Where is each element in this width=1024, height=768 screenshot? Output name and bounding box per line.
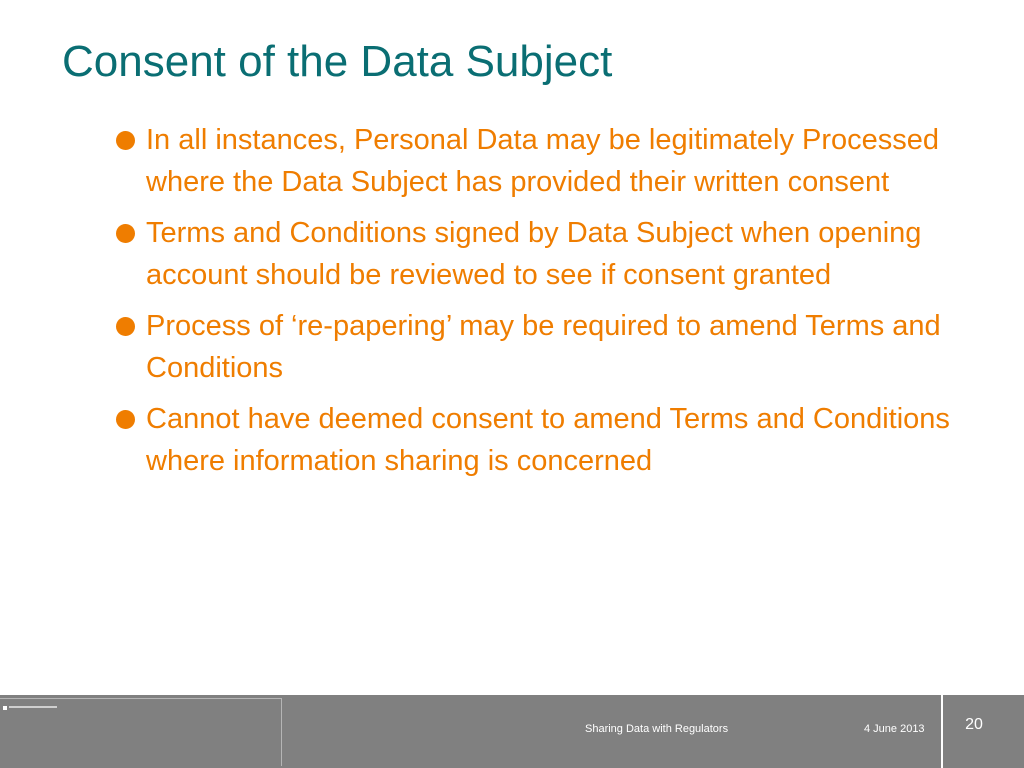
- footer-date: 4 June 2013: [864, 723, 925, 735]
- bullet-text: Process of ‘re-papering’ may be required to amend Terms and Conditions: [146, 310, 941, 384]
- bullet-item: [113, 120, 993, 203]
- bullet-text: In all instances, Personal Data may be legitimately Processed where the Data Subject has provided their written consent: [146, 124, 940, 198]
- page-number: 20: [965, 716, 983, 733]
- bullet-text: Terms and Conditions signed by Data Subject when opening account should be reviewed to see if consent granted: [146, 217, 922, 291]
- footer-mark-icon: [3, 706, 7, 710]
- slide-footer: [0, 695, 1024, 768]
- slide-title: Consent of the Data Subject: [62, 37, 613, 86]
- footer-fine-print-mark: [9, 706, 57, 708]
- bullet-list: [113, 120, 993, 492]
- footer-logo-area: [0, 698, 282, 766]
- bullet-dot-icon: [116, 131, 135, 150]
- footer-presentation-title: Sharing Data with Regulators: [585, 723, 729, 735]
- bullet-dot-icon: [116, 224, 135, 243]
- bullet-dot-icon: [116, 410, 135, 429]
- bullet-item: [113, 306, 993, 389]
- bullet-item: [113, 399, 993, 482]
- bullet-item: [113, 213, 993, 296]
- bullet-dot-icon: [116, 317, 135, 336]
- bullet-text: Cannot have deemed consent to amend Terms and Conditions where information sharing is concerned: [146, 403, 950, 477]
